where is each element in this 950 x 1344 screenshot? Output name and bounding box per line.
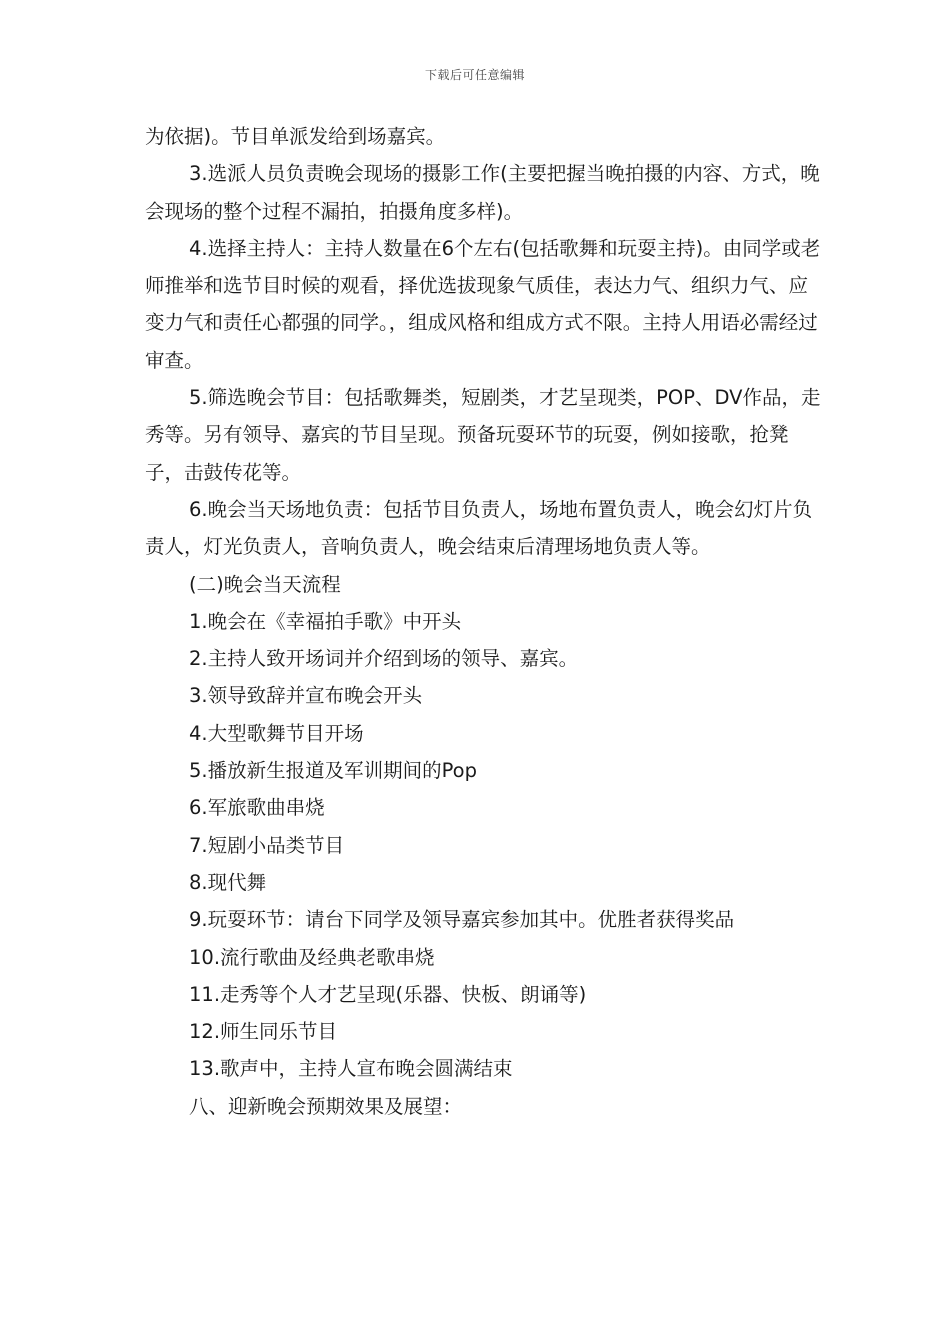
document-body: [145, 118, 825, 1125]
flow-item: 6.军旅歌曲串烧: [189, 796, 325, 820]
section-heading-day-flow: (二)晚会当天流程: [189, 572, 341, 596]
flow-item: 1.晚会在《幸福拍手歌》中开头: [189, 609, 462, 633]
flow-item: 9.玩耍环节：请台下同学及领导嘉宾参加其中。优胜者获得奖品: [189, 908, 735, 932]
paragraph-program-screening: 5.筛选晚会节目：包括歌舞类，短剧类，才艺呈现类，POP、DV作品，走秀等。另有领导、嘉宾的节目呈现。预备玩耍环节的玩耍，例如接歌，抢凳子，击鼓传花等。: [145, 386, 821, 484]
flow-item: 8.现代舞: [189, 870, 267, 894]
flow-item: 3.领导致辞并宣布晚会开头: [189, 684, 423, 708]
paragraph-host-selection: 4.选择主持人：主持人数量在6个左右(包括歌舞和玩耍主持)。由同学或老师推举和选节目时候的观看，择优选拔现象气质佳，表达力气、组织力气、应变力气和责任心都强的同学。，组成风格和组成方式不限。主持人用语必需经过审查。: [145, 236, 821, 372]
page-header: 下载后可任意编辑: [424, 68, 525, 82]
flow-item: 7.短剧小品类节目: [189, 833, 345, 857]
flow-item: 5.播放新生报道及军训期间的Pop: [189, 759, 477, 783]
flow-item: 4.大型歌舞节目开场: [189, 721, 364, 745]
flow-item: 12.师生同乐节目: [189, 1020, 338, 1044]
paragraph-photography: 3.选派人员负责晚会现场的摄影工作(主要把握当晚拍摄的内容、方式，晚会现场的整个过程不漏拍，拍摄角度多样)。: [145, 162, 820, 223]
section-heading-expected-effect: 八、迎新晚会预期效果及展望：: [189, 1094, 463, 1118]
flow-item: 11.走秀等个人才艺呈现(乐器、快板、朗诵等): [189, 982, 587, 1006]
flow-item: 2.主持人致开场词并介绍到场的领导、嘉宾。: [189, 647, 579, 671]
flow-item: 13.歌声中，主持人宣布晚会圆满结束: [189, 1057, 513, 1081]
paragraph-continuation: 为依据)。节目单派发给到场嘉宾。: [145, 125, 446, 148]
paragraph-venue-responsibility: 6.晚会当天场地负责：包括节目负责人，场地布置负责人，晚会幻灯片负责人，灯光负责人，音响负责人，晚会结束后清理场地负责人等。: [145, 497, 813, 559]
flow-item: 10.流行歌曲及经典老歌串烧: [189, 945, 435, 969]
